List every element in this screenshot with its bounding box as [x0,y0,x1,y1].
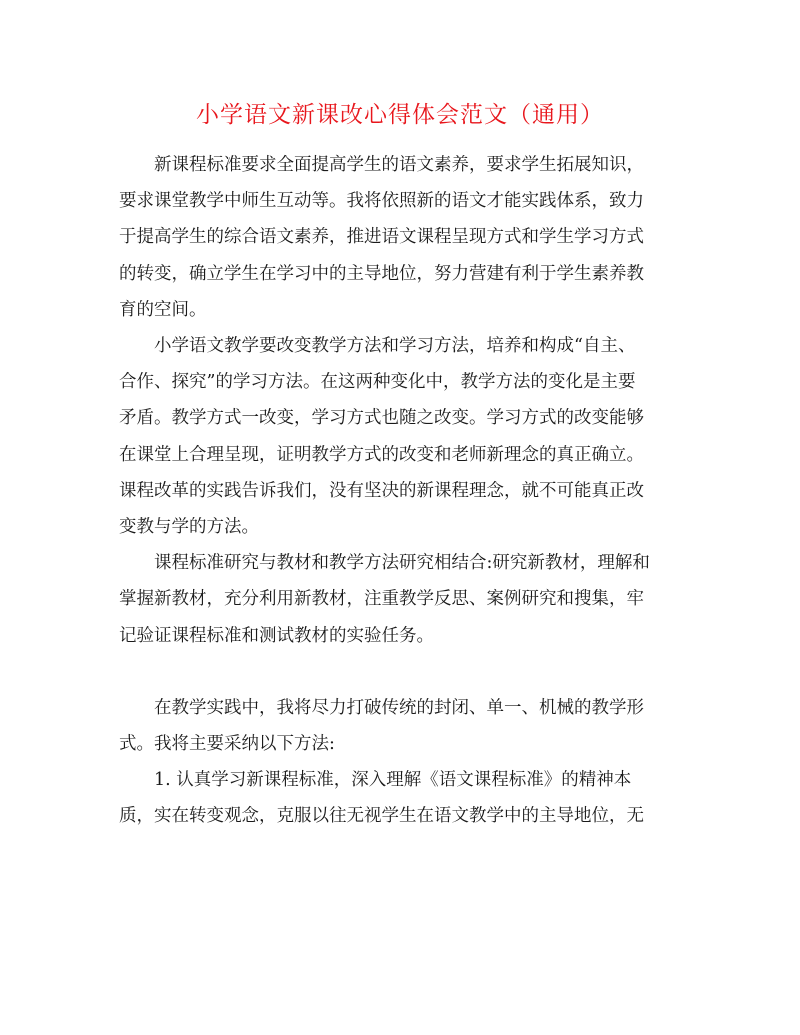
paragraph: 新课程标准要求全面提高学生的语文素养，要求学生拓展知识， 要求课堂教学中师生互动等。我将依照新的语文才能实践体系，致力 于提高学生的综合语文素养，推进语文课程呈现方式和学生学习方式 的转变，确立学生在学习中的主导地位，努力营建有利于学生素养教 育的空间。 [119,155,644,320]
paragraph: 小学语文教学要改变教学方法和学习方法，培养和构成“自主、 合作、探究”的学习方法。在这两种变化中，教学方法的变化是主要 矛盾。教学方式一改变，学习方式也随之改变。学习方式的改变能够 在课堂上合理呈现，证明教学方式的改变和老师新理念的真正确立。 课程改革的实践告诉我们，没有坚决的新课程理念，就不可能真正改 变教与学的方法。 [119,336,644,538]
paragraph: 1. 认真学习新课程标准，深入理解《语文课程标准》的精神本 质，实在转变观念，克服以往无视学生在语文教学中的主导地位，无 [119,770,644,827]
paragraph: 课程标准研究与教材和教学方法研究相结合:研究新教材，理解和 掌握新教材，充分利用新教材，注重教学反思、案例研究和搜集，牢 记验证课程标准和测试教材的实验任务。 [119,553,650,646]
document-body [119,147,685,835]
paragraph: 在教学实践中，我将尽力打破传统的封闭、单一、机械的教学形 式。我将主要采纳以下方法: [119,697,644,755]
document-title: 小学语文新课改心得体会范文（通用） [196,102,604,128]
